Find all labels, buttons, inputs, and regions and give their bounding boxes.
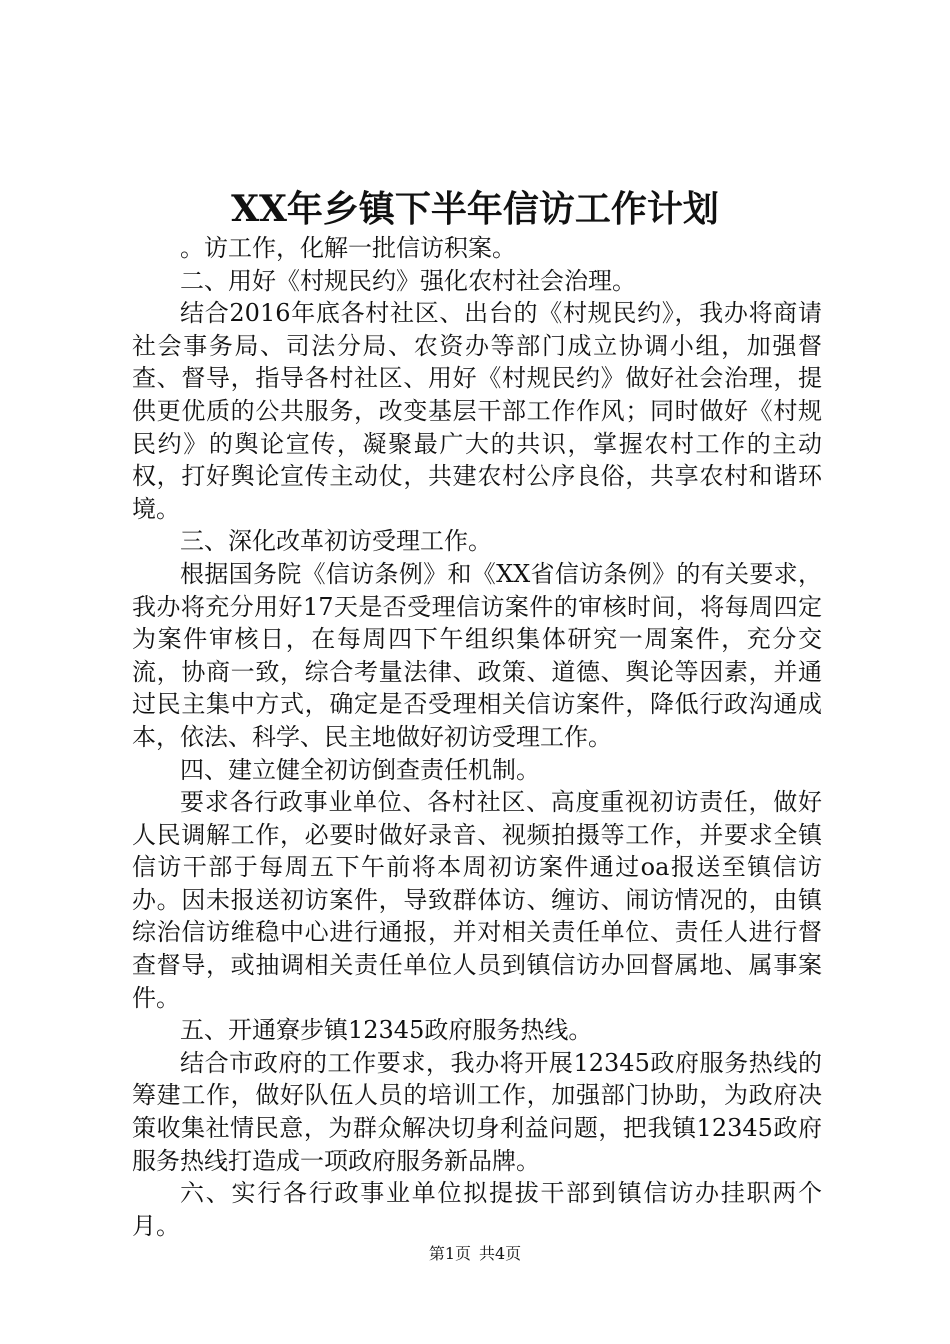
section-heading: 二、用好《村规民约》强化农村社会治理。 [180,266,636,295]
section-heading: 三、深化改革初访受理工作。 [180,527,492,556]
paragraph: 结合2016年底各村社区、出台的《村规民约》，我办将商请社会事务局、司法分局、农资办等部门成立协调小组，加强督查、督导，指导各村社区、用好《村规民约》做好社会治理，提供更优质的公共服务，改变基层干部工作作风；同时做好《村规民约》的舆论宣传，凝聚最广大的共识，掌握农村工作的主动权，打好舆论宣传主动仗，共建农村公序良俗，共享农村和谐环境。 [132,299,822,523]
paragraph: 要求各行政事业单位、各村社区、高度重视初访责任，做好人民调解工作，必要时做好录音、视频拍摄等工作，并要求全镇信访干部于每周五下午前将本周初访案件通过oa报送至镇信访办。因未报送初访案件，导致群体访、缠访、闹访情况的，由镇综治信访维稳中心进行通报，并对相关责任单位、责任人进行督查督导，或抽调相关责任单位人员到镇信访办回督属地、属事案件。 [132,788,822,1012]
section-heading: 四、建立健全初访倒查责任机制。 [180,755,540,784]
paragraph: 六、实行各行政事业单位拟提拔干部到镇信访办挂职两个月。 [132,1179,822,1240]
page-number: 第1页 [428,1244,471,1263]
document-title: XX年乡镇下半年信访工作计划 [231,188,719,230]
paragraph: 结合市政府的工作要求，我办将开展12345政府服务热线的筹建工作，做好队伍人员的培训工作，加强部门协助，为政府决策收集社情民意，为群众解决切身利益问题，把我镇12345政府服务热线打造成一项政府服务新品牌。 [132,1048,822,1175]
document-body [132,232,822,1242]
page-footer [0,1244,950,1264]
section-heading: 五、开通寮步镇12345政府服务热线。 [180,1016,593,1045]
paragraph: 根据国务院《信访条例》和《XX省信访条例》的有关要求，我办将充分用好17天是否受理信访案件的审核时间，将每周四定为案件审核日，在每周四下午组织集体研究一周案件，充分交流，协商一致，综合考量法律、政策、道德、舆论等因素，并通过民主集中方式，确定是否受理相关信访案件，降低行政沟通成本，依法、科学、民主地做好初访受理工作。 [132,559,822,751]
paragraph: 。访工作，化解一批信访积案。 [180,234,516,262]
page-total: 共4页 [479,1244,522,1263]
